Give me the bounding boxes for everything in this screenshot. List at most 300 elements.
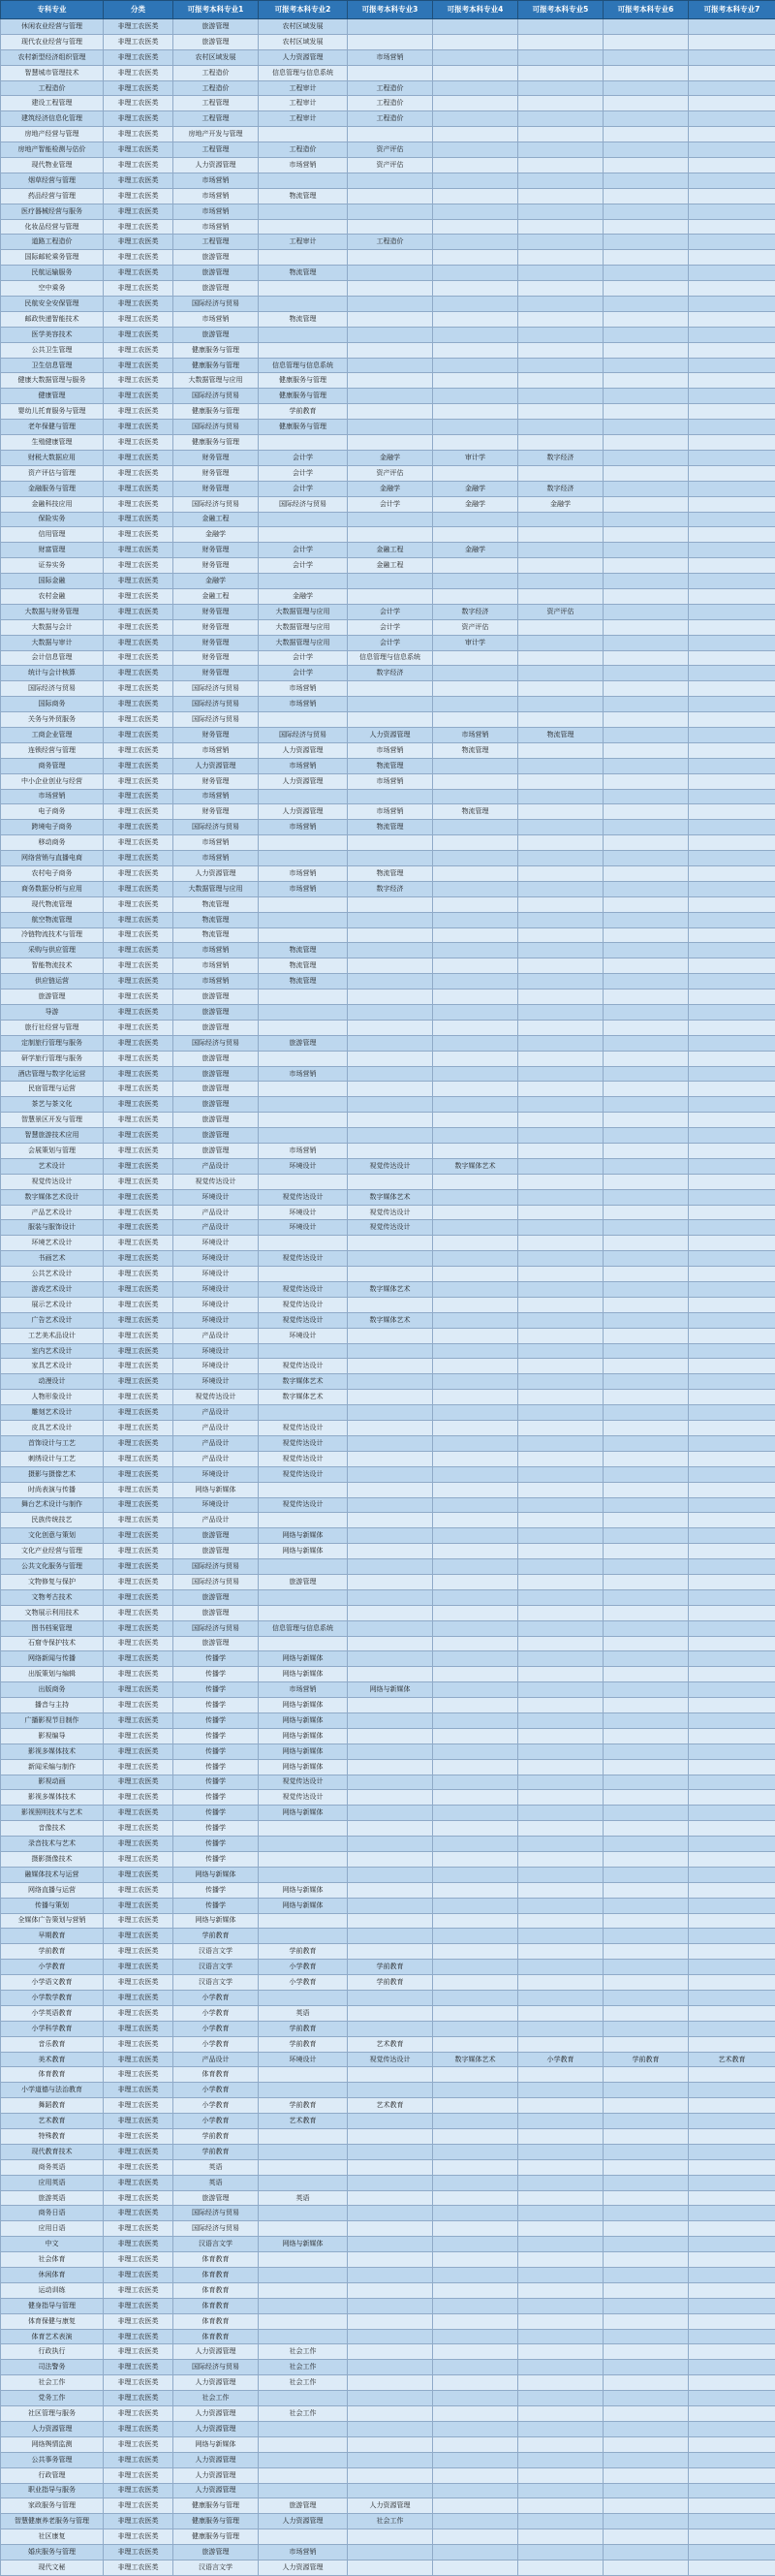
table-cell [348,1667,433,1682]
table-cell: 视觉传达设计 [259,1466,348,1482]
table-cell: 健康服务与管理 [173,404,259,420]
table-cell [433,281,518,297]
table-cell: 物流管理 [518,727,604,742]
table-cell: 人力资源管理 [173,158,259,173]
table-cell [433,1297,518,1312]
table-cell [433,1020,518,1035]
table-row [1,188,775,204]
table-cell [433,1651,518,1667]
table-cell [433,2560,518,2575]
table-cell: 非理工农医类 [104,1405,173,1421]
table-cell [259,2391,348,2406]
table-row [1,1882,775,1898]
column-header: 可报考本科专业7 [689,1,775,19]
table-cell: 环境设计 [173,1267,259,1282]
table-cell [259,1128,348,1144]
table-cell: 非理工农医类 [104,1374,173,1390]
table-cell [348,1082,433,1097]
table-row [1,34,775,49]
table-cell: 数字媒体艺术 [433,1158,518,1174]
table-cell [689,1898,775,1913]
table-cell: 人力资源管理 [259,804,348,820]
table-cell [689,173,775,188]
table-cell [518,943,604,958]
table-cell: 网络营销与直播电商 [1,851,104,866]
table-row [1,1343,775,1359]
table-cell [433,2313,518,2329]
table-cell [348,373,433,389]
table-cell [689,1189,775,1205]
table-cell [604,574,689,589]
table-cell [433,1128,518,1144]
table-cell [433,111,518,127]
table-cell: 非理工农医类 [104,604,173,619]
table-cell [348,681,433,697]
table-cell: 非理工农医类 [104,1559,173,1575]
table-cell [604,1682,689,1698]
table-cell: 非理工农医类 [104,1343,173,1359]
table-cell [348,1005,433,1021]
table-cell [348,2282,433,2298]
table-cell [604,697,689,712]
table-cell: 国际商务 [1,697,104,712]
table-cell [604,1744,689,1759]
table-cell: 英语 [173,2175,259,2190]
table-cell [689,1297,775,1312]
table-cell: 工程造价 [1,80,104,96]
table-cell [604,111,689,127]
table-cell: 广播影视节目制作 [1,1712,104,1728]
table-cell [433,1960,518,1975]
table-cell: 传播学 [173,1821,259,1837]
table-cell [518,1113,604,1128]
table-cell [518,2067,604,2083]
table-cell [518,619,604,635]
table-cell [348,1589,433,1605]
table-cell [259,1482,348,1497]
table-cell [433,2360,518,2375]
table-cell: 视觉传达设计 [259,1282,348,1298]
table-cell: 金融服务与管理 [1,481,104,496]
table-cell [348,34,433,49]
table-row [1,1790,775,1806]
table-cell [604,1944,689,1960]
table-row [1,1390,775,1405]
table-cell [518,2129,604,2145]
table-cell [689,1944,775,1960]
table-cell [433,896,518,912]
table-cell [348,2313,433,2329]
table-cell: 英语 [173,2159,259,2175]
table-cell [689,465,775,481]
table-cell: 智慧旅游技术应用 [1,1128,104,1144]
table-cell [433,1390,518,1405]
table-cell: 大数据管理与应用 [259,604,348,619]
table-row [1,896,775,912]
table-cell: 传播学 [173,1882,259,1898]
table-row [1,1806,775,1821]
table-cell: 传播与策划 [1,1898,104,1913]
table-cell: 非理工农医类 [104,1435,173,1451]
table-cell: 非理工农医类 [104,1728,173,1744]
table-cell: 视觉传达设计 [259,1497,348,1513]
table-cell [433,1589,518,1605]
table-cell: 非理工农医类 [104,65,173,80]
table-cell [433,435,518,451]
table-row [1,1975,775,1991]
table-cell [518,1790,604,1806]
table-cell [433,2436,518,2452]
table-cell: 市场营销 [173,742,259,758]
table-cell [518,1220,604,1236]
table-cell: 环境设计 [173,1282,259,1298]
table-cell: 学前教育 [173,1929,259,1944]
table-cell [348,990,433,1005]
table-cell [604,1374,689,1390]
table-cell [689,2252,775,2268]
table-cell [348,1144,433,1159]
table-row [1,1636,775,1651]
table-cell [604,1205,689,1220]
table-cell [348,2190,433,2206]
table-cell: 中文 [1,2237,104,2252]
table-cell [348,204,433,219]
table-cell [518,974,604,990]
table-cell: 视觉传达设计 [259,1359,348,1374]
table-cell [348,1343,433,1359]
table-cell: 非理工农医类 [104,804,173,820]
table-cell [689,1343,775,1359]
table-row [1,235,775,250]
table-cell: 学前教育 [173,2129,259,2145]
table-cell: 传播学 [173,1682,259,1698]
table-cell [689,2452,775,2467]
table-cell [433,912,518,927]
table-cell: 小学教育 [173,2083,259,2098]
table-cell: 物流管理 [348,865,433,881]
table-row [1,574,775,589]
table-cell [604,2391,689,2406]
table-cell: 艺术教育 [689,2052,775,2067]
table-cell [689,851,775,866]
table-cell [348,297,433,312]
table-cell [689,297,775,312]
table-cell: 财务管理 [173,727,259,742]
table-cell [433,758,518,773]
table-cell [518,342,604,358]
table-cell [259,1405,348,1421]
table-cell [518,2083,604,2098]
table-cell: 非理工农医类 [104,450,173,465]
table-cell [348,1097,433,1113]
table-cell: 国际经济与贸易 [259,727,348,742]
table-cell: 家具艺术设计 [1,1359,104,1374]
table-cell: 旅游管理 [173,1066,259,1082]
table-cell: 工程审计 [259,80,348,96]
table-cell [518,1205,604,1220]
table-cell [518,2036,604,2052]
table-cell [518,1759,604,1775]
table-cell: 非理工农医类 [104,1035,173,1051]
table-cell: 非理工农医类 [104,1082,173,1097]
table-cell [518,158,604,173]
table-cell [518,2221,604,2237]
table-cell [604,266,689,281]
table-cell: 视觉传达设计 [259,1790,348,1806]
table-cell: 非理工农医类 [104,558,173,574]
table-cell: 非理工农医类 [104,2421,173,2436]
table-cell [689,1359,775,1374]
table-cell [689,1975,775,1991]
table-cell [518,1605,604,1620]
table-cell: 财务管理 [173,773,259,789]
table-cell: 旅游管理 [173,1051,259,1066]
table-cell [433,697,518,712]
table-cell [604,1020,689,1035]
table-cell [604,2421,689,2436]
table-cell [518,297,604,312]
table-row [1,2159,775,2175]
table-cell: 数字经济 [348,881,433,896]
table-cell [689,1544,775,1559]
table-cell [518,1144,604,1159]
table-cell: 物流管理 [259,311,348,327]
table-cell [518,250,604,266]
table-cell: 非理工农医类 [104,1775,173,1790]
table-row [1,2560,775,2575]
table-cell: 市场营销 [173,835,259,851]
table-cell [604,188,689,204]
table-cell: 网络与新媒体 [259,1544,348,1559]
table-cell: 人力资源管理 [173,2452,259,2467]
table-cell: 国际经济与贸易 [173,1035,259,1051]
table-cell: 信用管理 [1,527,104,543]
table-cell: 会计学 [259,450,348,465]
table-row [1,1359,775,1374]
table-cell [259,1589,348,1605]
table-cell [348,1435,433,1451]
table-cell: 非理工农医类 [104,1359,173,1374]
table-row [1,1482,775,1497]
table-row [1,2221,775,2237]
table-cell [433,2114,518,2129]
table-cell [689,619,775,635]
table-cell: 非理工农医类 [104,1960,173,1975]
table-cell [433,1712,518,1728]
table-cell [433,358,518,373]
table-cell [689,2098,775,2114]
table-cell: 产品设计 [173,1421,259,1436]
column-header: 专科专业 [1,1,104,19]
table-cell [348,1297,433,1312]
table-cell: 舞台艺术设计与制作 [1,1497,104,1513]
table-cell: 学前教育 [348,1975,433,1991]
table-cell: 农村电子商务 [1,865,104,881]
table-cell: 体育教育 [1,2067,104,2083]
table-cell [604,820,689,835]
table-cell: 数字经济 [433,604,518,619]
table-cell: 旅游管理 [173,1097,259,1113]
table-cell: 视觉传达设计 [259,1435,348,1451]
table-cell [348,2083,433,2098]
table-cell [604,650,689,666]
table-cell [518,2360,604,2375]
table-cell: 非理工农医类 [104,635,173,650]
table-cell: 市场营销 [259,1682,348,1698]
table-cell [518,266,604,281]
table-cell: 金融学 [348,481,433,496]
table-cell: 旅游管理 [173,250,259,266]
table-row [1,1174,775,1189]
table-cell [604,2206,689,2221]
table-cell: 非理工农医类 [104,2005,173,2021]
table-cell [518,588,604,604]
table-cell [604,1359,689,1374]
table-cell [604,588,689,604]
table-row [1,327,775,342]
table-cell: 网络与新媒体 [259,1806,348,1821]
table-cell [259,2175,348,2190]
table-row [1,1544,775,1559]
table-cell: 影视多媒体技术 [1,1744,104,1759]
table-cell [604,1882,689,1898]
table-cell [348,1790,433,1806]
table-cell: 非理工农医类 [104,789,173,804]
table-cell [604,1698,689,1713]
table-cell [348,389,433,404]
table-cell [348,943,433,958]
table-cell: 非理工农医类 [104,2021,173,2036]
table-cell [433,1466,518,1482]
table-cell [259,1097,348,1113]
table-cell [348,2021,433,2036]
table-row [1,2298,775,2313]
table-cell: 学前教育 [259,1944,348,1960]
table-cell [689,34,775,49]
table-cell: 旅游管理 [173,266,259,281]
table-cell [518,142,604,158]
table-cell: 非理工农医类 [104,465,173,481]
table-cell: 现代教育技术 [1,2144,104,2159]
table-cell [689,1960,775,1975]
table-cell [604,804,689,820]
table-cell [518,1960,604,1975]
table-cell [433,250,518,266]
table-cell: 市场营销 [259,1144,348,1159]
table-cell: 非理工农医类 [104,943,173,958]
table-cell: 资产评估 [518,604,604,619]
table-cell [518,34,604,49]
table-row [1,1821,775,1837]
table-cell [518,435,604,451]
table-cell [604,1066,689,1082]
table-cell: 非理工农医类 [104,512,173,527]
table-cell [259,1267,348,1282]
table-cell [604,496,689,512]
table-cell [604,2329,689,2344]
table-cell: 非理工农医类 [104,1682,173,1698]
table-cell: 视觉传达设计 [348,1220,433,1236]
table-cell [518,1744,604,1759]
table-cell: 大数据管理与应用 [173,881,259,896]
table-cell [689,2529,775,2545]
table-cell: 会计学 [348,635,433,650]
table-cell [259,1991,348,2006]
table-cell [259,2421,348,2436]
table-cell: 公共艺术设计 [1,1267,104,1282]
table-cell [518,2282,604,2298]
table-row [1,2545,775,2560]
table-cell [689,2344,775,2360]
table-cell: 国际经济与贸易 [173,2360,259,2375]
table-cell: 房地产开发与管理 [173,127,259,142]
table-cell: 非理工农医类 [104,896,173,912]
table-cell [433,927,518,943]
table-cell: 金融学 [173,574,259,589]
table-cell: 非理工农医类 [104,481,173,496]
table-cell: 环境设计 [259,1220,348,1236]
table-cell [433,1236,518,1251]
table-cell: 早期教育 [1,1929,104,1944]
table-cell: 职业指导与服务 [1,2483,104,2498]
table-cell [518,820,604,835]
table-cell: 旅游管理 [259,1035,348,1051]
table-cell: 非理工农医类 [104,2406,173,2422]
table-cell: 首饰设计与工艺 [1,1435,104,1451]
table-cell [348,219,433,235]
table-cell [259,327,348,342]
table-cell [604,896,689,912]
table-cell [518,49,604,65]
table-cell [689,943,775,958]
table-cell [518,111,604,127]
table-cell [604,297,689,312]
table-cell: 冷链物流技术与管理 [1,927,104,943]
table-cell [689,2221,775,2237]
table-cell [689,1482,775,1497]
table-cell [348,2436,433,2452]
table-cell: 美术教育 [1,2052,104,2067]
table-cell [518,1882,604,1898]
table-cell: 摄影与摄像艺术 [1,1466,104,1482]
table-cell [259,1929,348,1944]
table-cell [689,712,775,728]
table-cell: 文化产业经营与管理 [1,1544,104,1559]
table-row [1,2452,775,2467]
table-cell: 农村区域发展 [173,49,259,65]
table-cell [604,1605,689,1620]
table-cell [433,1620,518,1636]
table-cell: 非理工农医类 [104,1144,173,1159]
table-cell [433,1374,518,1390]
table-cell [518,1528,604,1544]
table-cell [433,773,518,789]
table-cell [604,96,689,111]
table-cell: 环境设计 [173,1236,259,1251]
table-cell: 环境设计 [173,1497,259,1513]
table-cell [348,912,433,927]
table-cell: 应用英语 [1,2175,104,2190]
table-cell: 金融工程 [173,512,259,527]
table-cell: 物流管理 [173,896,259,912]
table-row [1,835,775,851]
table-cell: 学前教育 [259,404,348,420]
table-cell [518,1728,604,1744]
table-cell: 皮具艺术设计 [1,1421,104,1436]
table-cell [259,1559,348,1575]
table-cell [604,1497,689,1513]
table-cell: 非理工农医类 [104,1005,173,1021]
